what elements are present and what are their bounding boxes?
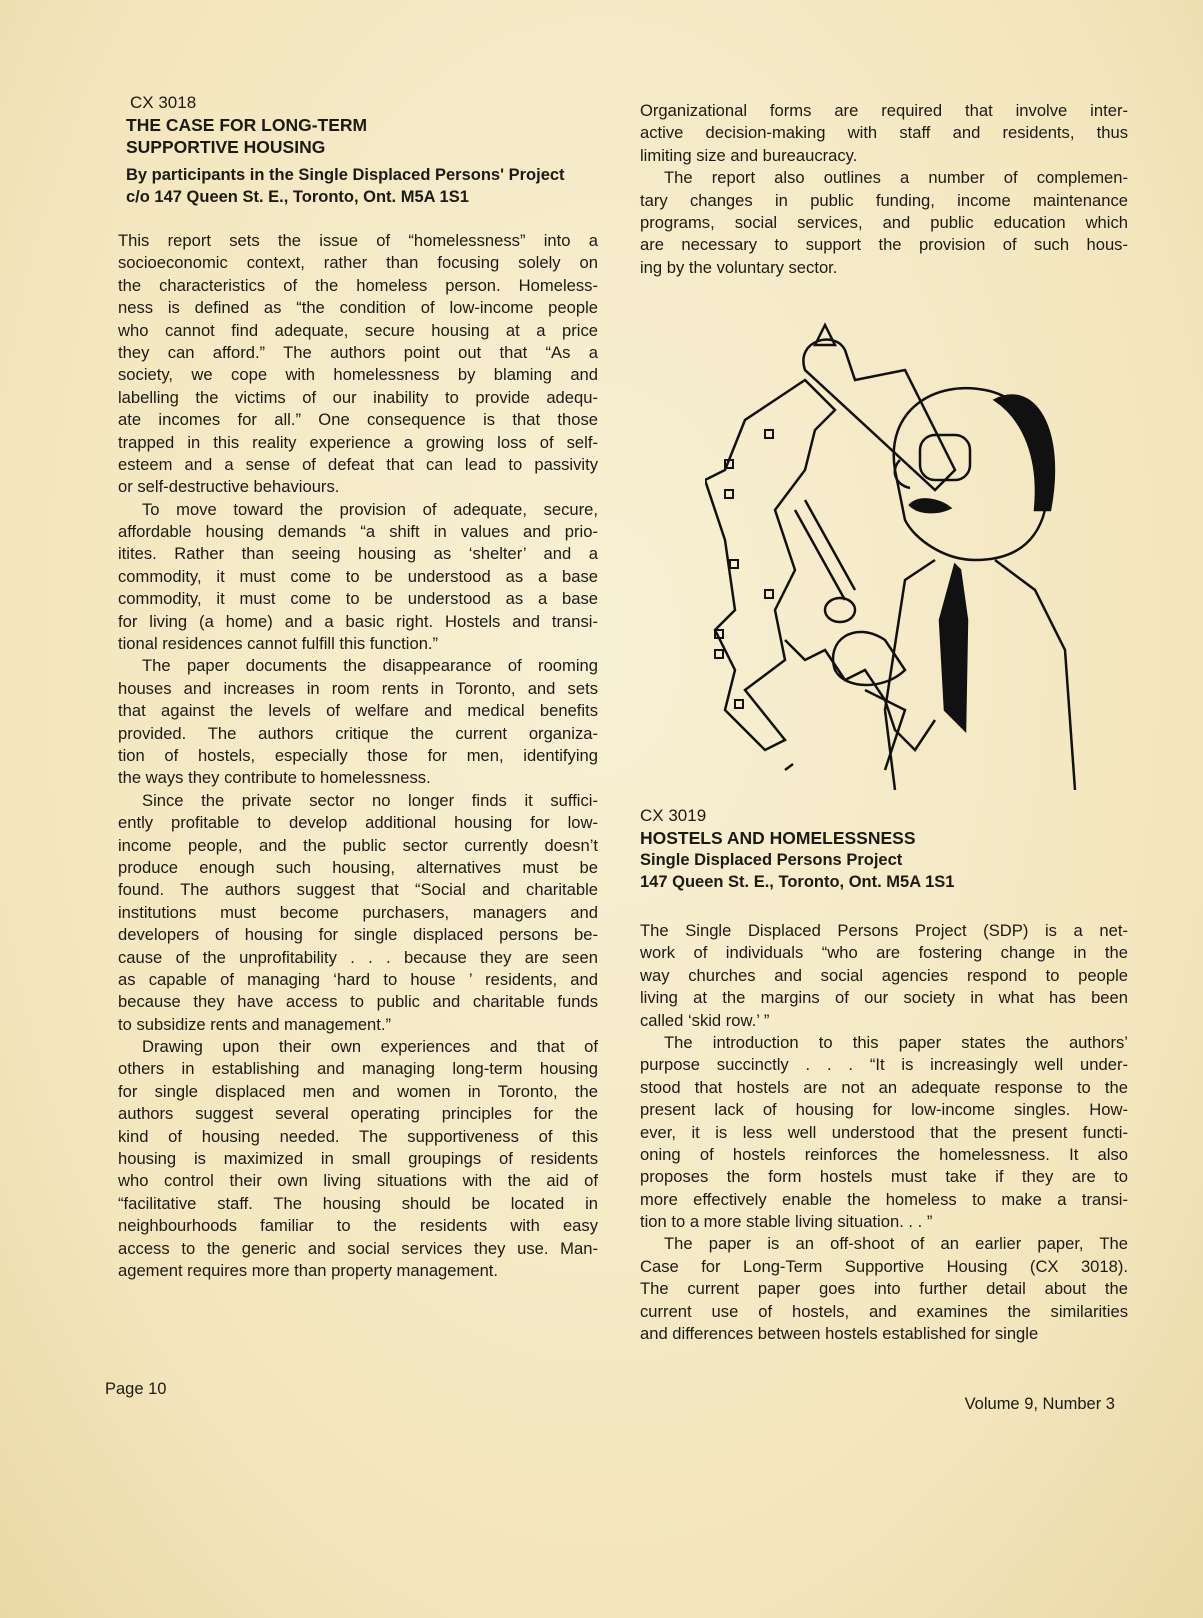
text-line: to subsidize rents and management.”	[118, 1014, 392, 1034]
text-line: Since the private sector no longer finds it suffici-	[142, 790, 598, 810]
article-code: CX 3018	[130, 93, 197, 112]
text-line: ness is defined as “the condition of low-income people	[118, 298, 598, 318]
right-column-second-article	[640, 805, 1128, 1345]
paragraph	[118, 655, 598, 789]
article-body	[640, 920, 1128, 1345]
text-line: for single displaced men and women in Toronto, the	[118, 1081, 598, 1101]
text-line: purpose succinctly . . . “It is increasingly well under-	[640, 1055, 1128, 1075]
right-column	[640, 100, 1128, 279]
cartoon-illustration-man-cutting-paper-houses	[705, 310, 1105, 790]
text-line: Drawing upon their own experiences and that of	[142, 1037, 598, 1057]
text-line: ever, it is less well understood that the present functi-	[640, 1122, 1128, 1142]
text-line: “facilitative staff. The housing should be located in	[118, 1193, 598, 1213]
paragraph	[640, 920, 1128, 1032]
text-line: proposes the form hostels must take if they are to	[640, 1167, 1128, 1187]
article-address: 147 Queen St. E., Toronto, Ont. M5A 1S1	[640, 873, 955, 891]
text-line: programs, social services, and public education which	[640, 212, 1128, 232]
text-line: labelling the victims of our inability to provide adequ-	[118, 387, 598, 407]
text-line: way churches and social agencies respond to people	[640, 965, 1128, 985]
text-line: or self-destructive behaviours.	[118, 477, 340, 497]
text-line: others in establishing and managing long-term housing	[118, 1059, 598, 1079]
text-line: agement requires more than property management.	[118, 1260, 499, 1280]
article-body-continued	[640, 100, 1128, 279]
text-line: produce enough such housing, alternatives must be	[118, 857, 598, 877]
text-line: The report also outlines a number of complemen-	[664, 168, 1128, 188]
text-line: tion to a more stable living situation. . . ”	[640, 1212, 933, 1232]
paragraph	[118, 790, 598, 1036]
text-line: institutions must become purchasers, managers and	[118, 902, 598, 922]
article-byline: Single Displaced Persons Project	[640, 851, 903, 869]
text-line: This report sets the issue of “homelessness” into a	[118, 231, 598, 250]
paragraph	[118, 499, 598, 656]
text-line: housing is maximized in small groupings of residents	[118, 1149, 598, 1169]
text-line: tary changes in public funding, income maintenance	[640, 190, 1128, 210]
text-line: Organizational forms are required that involve inter-	[640, 101, 1128, 120]
text-line: current use of hostels, and examines the similarities	[640, 1301, 1128, 1321]
text-line: work of individuals “who are fostering change in the	[640, 943, 1128, 963]
text-line: ently profitable to develop additional housing for low-	[118, 813, 598, 833]
text-line: neighbourhoods familiar to the residents with easy	[118, 1216, 598, 1236]
paragraph	[118, 1036, 598, 1282]
paragraph	[640, 167, 1128, 279]
text-line: oning of hostels reinforces the homelessness. It also	[640, 1144, 1128, 1164]
text-line: esteem and a sense of defeat that can lead to passivity	[118, 454, 598, 474]
text-line: The introduction to this paper states the authors’	[664, 1032, 1128, 1052]
text-line: who control their own living situations with the aid of	[118, 1171, 598, 1191]
text-line: itites. Rather than seeing housing as ‘shelter’ and a	[118, 544, 598, 564]
text-line: affordable housing demands “a shift in values and prio-	[118, 522, 598, 542]
article-title-line: THE CASE FOR LONG-TERM	[126, 115, 368, 135]
text-line: stood that hostels are not an adequate response to the	[640, 1077, 1128, 1097]
article-address: c/o 147 Queen St. E., Toronto, Ont. M5A 1S1	[126, 188, 469, 206]
text-line: commodity, it must come to be understood as a base	[118, 566, 598, 586]
text-line: called ‘skid row.’ ”	[640, 1010, 770, 1030]
article-body	[118, 230, 598, 1282]
page-number: Page 10	[105, 1380, 167, 1398]
text-line: The paper documents the disappearance of rooming	[142, 656, 598, 676]
text-line: developers of housing for single displaced persons be-	[118, 925, 598, 945]
text-line: active decision-making with staff and residents, thus	[640, 123, 1128, 143]
text-line: socioeconomic context, rather than focusing solely on	[118, 253, 598, 273]
text-line: ate incomes for all.” One consequence is that those	[118, 410, 598, 430]
text-line: the characteristics of the homeless person. Homeless-	[118, 275, 598, 295]
text-line: commodity, it must come to be understood as a base	[118, 589, 598, 609]
text-line: income people, and the public sector currently doesn’t	[118, 835, 598, 855]
paragraph	[640, 100, 1128, 167]
text-line: The paper is an off-shoot of an earlier paper, The	[664, 1234, 1128, 1254]
text-line: and differences between hostels established for single	[640, 1324, 1039, 1344]
article-byline: By participants in the Single Displaced Persons' Project	[126, 166, 565, 184]
text-line: found. The authors suggest that “Social and charitable	[118, 880, 598, 900]
left-column	[118, 92, 598, 1282]
text-line: limiting size and bureaucracy.	[640, 145, 858, 165]
text-line: who cannot find adequate, secure housing at a price	[118, 320, 598, 340]
text-line: they can afford.” The authors point out that “As a	[118, 342, 598, 362]
text-line: living at the margins of our society in what has been	[640, 988, 1128, 1008]
text-line: access to the generic and social services they use. Man-	[118, 1238, 598, 1258]
paragraph	[640, 1032, 1128, 1234]
text-line: provided. The authors critique the current organiza-	[118, 723, 598, 743]
text-line: because they have access to public and charitable funds	[118, 992, 598, 1012]
text-line: present lack of housing for low-income singles. How-	[640, 1100, 1128, 1120]
text-line: The Single Displaced Persons Project (SDP) is a net-	[640, 921, 1128, 940]
text-line: tion of hostels, especially those for men, identifying	[118, 745, 598, 765]
text-line: for living (a home) and a basic right. Hostels and transi-	[118, 611, 598, 631]
text-line: The current paper goes into further detail about the	[640, 1279, 1128, 1299]
paragraph	[118, 230, 598, 499]
article-code: CX 3019	[640, 806, 707, 825]
text-line: society, we cope with homelessness by blaming and	[118, 365, 598, 385]
volume-number: Volume 9, Number 3	[964, 1395, 1115, 1413]
article-title-line: SUPPORTIVE HOUSING	[126, 137, 326, 157]
text-line: trapped in this reality experience a growing loss of self-	[118, 432, 598, 452]
text-line: that against the levels of welfare and medical benefits	[118, 701, 598, 721]
text-line: are necessary to support the provision of such hous-	[640, 235, 1128, 255]
text-line: ing by the voluntary sector.	[640, 257, 838, 277]
article-title: HOSTELS AND HOMELESSNESS	[640, 828, 916, 848]
text-line: the ways they contribute to homelessness.	[118, 768, 431, 788]
text-line: Case for Long-Term Supportive Housing (CX 3018).	[640, 1256, 1128, 1276]
text-line: cause of the unprofitability . . . because they are seen	[118, 947, 598, 967]
text-line: as capable of managing ‘hard to house ’ residents, and	[118, 969, 598, 989]
text-line: authors suggest several operating principles for the	[118, 1104, 598, 1124]
text-line: tional residences cannot fulfill this function.”	[118, 634, 439, 654]
paragraph	[640, 1233, 1128, 1345]
text-line: more effectively enable the homeless to make a transi-	[640, 1189, 1128, 1209]
text-line: houses and increases in room rents in Toronto, and sets	[118, 678, 598, 698]
text-line: kind of housing needed. The supportiveness of this	[118, 1126, 598, 1146]
text-line: To move toward the provision of adequate, secure,	[142, 499, 598, 519]
